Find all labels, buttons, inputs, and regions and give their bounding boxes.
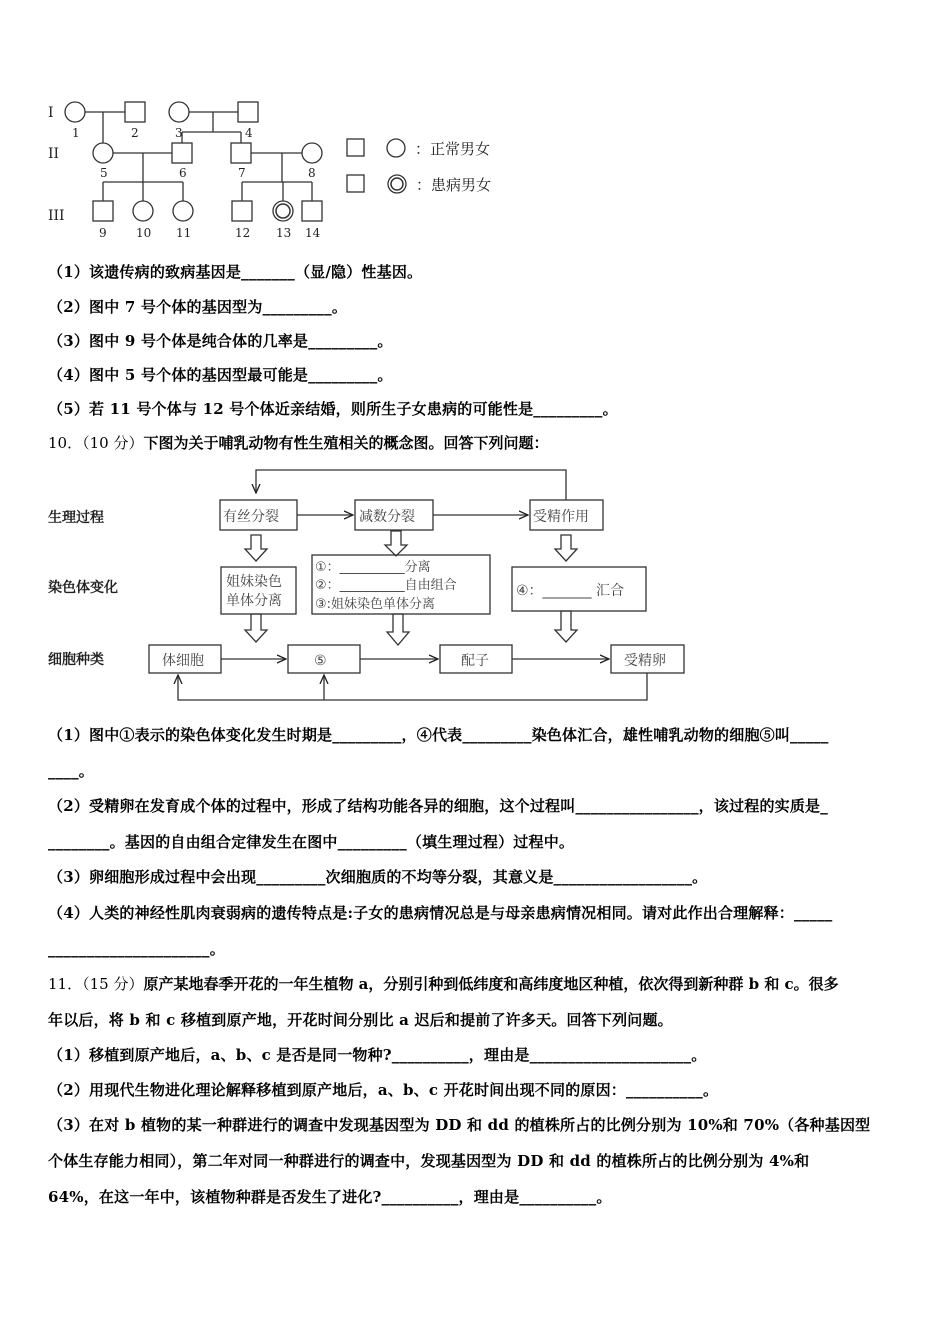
q11-stem-1: 原产某地春季开花的一年生植物 a，分别引种到低纬度和高纬度地区种植，依次得到新种群 b 和 c。很多 — [143, 975, 839, 993]
id-label: 11 — [176, 226, 192, 240]
id-label: 4 — [245, 126, 253, 140]
id-label: 3 — [175, 126, 183, 140]
q10-item-2: （2）受精卵在发育成个体的过程中，形成了结构功能各异的细胞，这个过程叫________________，该过程的实质是_ — [48, 797, 828, 815]
individual-4 — [238, 102, 258, 122]
row-label-chromosome: 染色体变化 — [48, 580, 118, 596]
legend-affected-label: ：患病男女 — [416, 176, 492, 194]
q9-item-5: （5）若 11 号个体与 12 号个体近亲结婚，则所生子女患病的可能性是_________。 — [48, 400, 618, 418]
id-label: 9 — [99, 226, 107, 240]
q11-number: 11． — [48, 975, 83, 993]
q11-stem-2: 年以后，将 b 和 c 移植到原产地，开花时间分别比 a 迟后和提前了许多天。回答下列问题。 — [48, 1011, 673, 1029]
q9-item-4: （4）图中 5 号个体的基因型最可能是_________。 — [48, 366, 393, 384]
individual-8 — [302, 143, 322, 163]
q10-score: （10 分） — [82, 434, 144, 452]
individual-7 — [231, 143, 251, 163]
q11-item-3: （3）在对 b 植物的某一种群进行的调查中发现基因型为 DD 和 dd 的植株所占的比例分别为 10%和 70%（各种基因型 — [48, 1116, 871, 1134]
individual-9 — [93, 201, 113, 221]
cell-gamete-label: 配子 — [461, 653, 489, 669]
q10-item-1: （1）图中①表示的染色体变化发生时期是_________，④代表_________染色体汇合，雄性哺乳动物的细胞⑤叫_____ — [48, 726, 829, 744]
down-arrow — [245, 614, 267, 642]
down-arrow — [555, 611, 577, 642]
id-label: 12 — [235, 226, 251, 240]
id-label: 5 — [100, 166, 108, 180]
q9-item-2: （2）图中 7 号个体的基因型为_________。 — [48, 298, 348, 316]
q10-number: 10． — [48, 434, 83, 452]
process-fertilization-label: 受精作用 — [533, 509, 589, 525]
id-label: 8 — [308, 166, 316, 180]
id-label: 7 — [238, 166, 246, 180]
chrom-fertilization-label: ④：_______ 汇合 — [516, 583, 625, 599]
legend-normal-female-icon — [387, 139, 405, 157]
individual-5 — [93, 143, 113, 163]
concept-map — [40, 460, 700, 710]
process-meiosis-label: 减数分裂 — [359, 509, 415, 525]
chrom-meiosis-line-3: ③:姐妹染色单体分离 — [315, 597, 436, 612]
down-arrow — [385, 531, 407, 556]
down-arrow — [387, 614, 409, 645]
q10-header — [48, 432, 548, 453]
q10-item-1-cont: ____。 — [48, 762, 95, 780]
individual-3 — [169, 102, 189, 122]
row-label-cell-type: 细胞种类 — [48, 652, 104, 668]
id-label: 13 — [276, 226, 292, 240]
individual-2 — [125, 102, 145, 122]
q10-item-4-cont: _____________________。 — [48, 940, 225, 958]
id-label: 2 — [131, 126, 139, 140]
gen-label-2: II — [48, 146, 60, 162]
legend-normal-label: ：正常男女 — [415, 140, 491, 158]
row-label-process: 生理过程 — [48, 510, 104, 526]
q11-item-1: （1）移植到原产地后，a、b、c 是否是同一物种?__________，理由是_____________________。 — [48, 1046, 707, 1064]
cell-somatic-label: 体细胞 — [162, 653, 204, 669]
q11-score: （15 分） — [82, 975, 144, 993]
q11-item-3-cont-2: 64%，在这一年中，该植物种群是否发生了进化?__________，理由是__________。 — [48, 1188, 612, 1206]
q11-item-3-cont: 个体生存能力相同），第二年对同一种群进行的调查中，发现基因型为 DD 和 dd 的植株所占的比例分别为 4%和 — [48, 1152, 810, 1170]
cell-5-label: ⑤ — [314, 653, 327, 669]
id-label: 10 — [136, 226, 152, 240]
individual-11 — [173, 201, 193, 221]
id-label: 14 — [305, 226, 321, 240]
chrom-mitosis-line-2: 单体分离 — [226, 593, 282, 609]
process-mitosis-label: 有丝分裂 — [223, 509, 279, 525]
chrom-meiosis-line-1: ①：__________分离 — [315, 560, 431, 575]
individual-6 — [172, 143, 192, 163]
cell-zygote-label: 受精卵 — [624, 653, 666, 669]
down-arrow — [245, 535, 267, 561]
legend-affected-male-icon — [347, 175, 364, 192]
gen-label-3: III — [48, 208, 65, 224]
legend-normal-male-icon — [347, 139, 364, 156]
pedigree-chart — [40, 92, 520, 252]
individual-1 — [65, 102, 85, 122]
q11-item-2: （2）用现代生物进化理论解释移植到原产地后，a、b、c 开花时间出现不同的原因：__________。 — [48, 1081, 719, 1099]
q9-item-3: （3）图中 9 号个体是纯合体的几率是_________。 — [48, 332, 393, 350]
id-label: 1 — [72, 126, 80, 140]
chrom-mitosis-line-1: 姐妹染色 — [226, 574, 282, 590]
q11-header — [48, 973, 839, 994]
individual-10 — [133, 201, 153, 221]
q10-stem: 下图为关于哺乳动物有性生殖相关的概念图。回答下列问题： — [143, 434, 549, 452]
q10-item-2-cont: ________。基因的自由组合定律发生在图中_________（填生理过程）过程中。 — [48, 833, 575, 851]
q10-item-3: （3）卵细胞形成过程中会出现_________次细胞质的不均等分裂，其意义是__________________。 — [48, 868, 708, 886]
gen-label-1: I — [48, 105, 54, 121]
individual-12 — [232, 201, 252, 221]
chrom-meiosis-line-2: ②：__________自由组合 — [315, 578, 457, 593]
down-arrow — [555, 535, 577, 561]
q9-item-1: （1）该遗传病的致病基因是_______（显/隐）性基因。 — [48, 263, 423, 281]
individual-14 — [302, 201, 322, 221]
q10-item-4: （4）人类的神经性肌肉衰弱病的遗传特点是:子女的患病情况总是与母亲患病情况相同。请对此作出合理解释：_____ — [48, 904, 833, 922]
id-label: 6 — [179, 166, 187, 180]
